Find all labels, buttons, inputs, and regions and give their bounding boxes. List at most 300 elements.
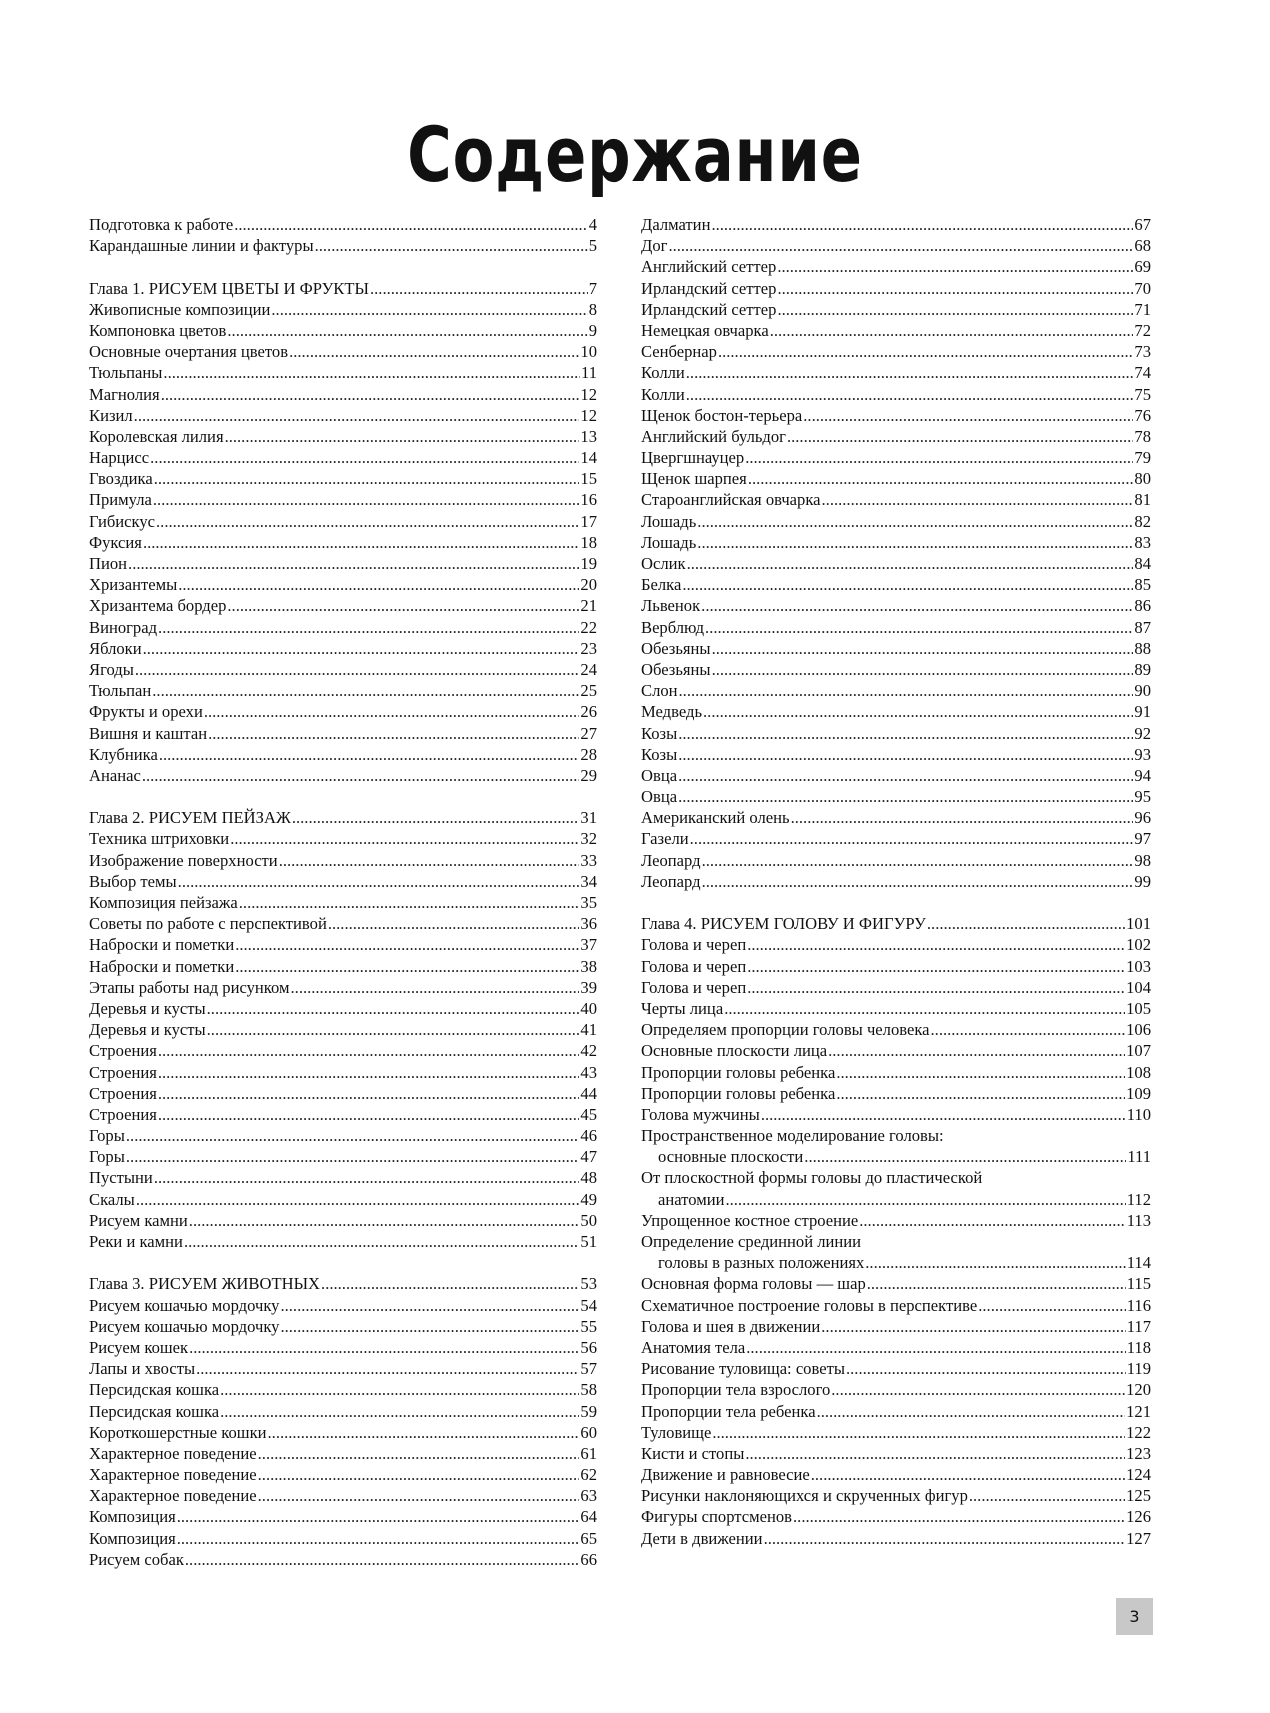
toc-entry-title: Деревья и кусты (89, 1020, 206, 1040)
toc-entry[interactable] (89, 1083, 597, 1104)
toc-entry[interactable] (641, 850, 1151, 871)
toc-entry-title: Характерное поведение (89, 1486, 257, 1506)
toc-entry-page: 56 (580, 1337, 597, 1357)
toc-entry[interactable] (641, 489, 1151, 510)
toc-entry[interactable] (641, 744, 1151, 765)
toc-entry[interactable] (89, 1443, 597, 1464)
toc-entry-title: Композиция (89, 1528, 176, 1548)
toc-entry-title: Глава 4. РИСУЕМ ГОЛОВУ И ФИГУРУ (641, 914, 926, 934)
toc-entry-page: 59 (580, 1401, 597, 1421)
toc-entry[interactable] (641, 659, 1151, 680)
toc-leader-dots (292, 807, 580, 828)
toc-entry[interactable] (641, 511, 1151, 532)
toc-leader-dots (161, 384, 580, 405)
toc-entry-page: 54 (580, 1295, 597, 1315)
toc-entry-page: 63 (580, 1486, 597, 1506)
toc-entry[interactable] (641, 447, 1151, 468)
toc-leader-dots (859, 1210, 1125, 1231)
toc-entry[interactable] (641, 680, 1151, 701)
toc-entry[interactable] (641, 1231, 1151, 1252)
toc-entry-page: 48 (580, 1168, 597, 1188)
toc-entry-title: Горы (89, 1126, 125, 1146)
toc-entry-page: 25 (580, 681, 597, 701)
toc-leader-dots (208, 723, 579, 744)
toc-entry-page: 115 (1126, 1274, 1151, 1294)
toc-leader-dots (745, 447, 1133, 468)
toc-entry-page: 64 (580, 1507, 597, 1527)
toc-leader-dots (678, 723, 1133, 744)
toc-leader-dots (777, 278, 1133, 299)
toc-entry[interactable] (89, 765, 597, 786)
toc-entry[interactable] (641, 1506, 1151, 1527)
toc-entry[interactable] (641, 723, 1151, 744)
toc-leader-dots (158, 1040, 580, 1061)
toc-entry-title: Цвергшнауцер (641, 448, 745, 468)
toc-entry[interactable] (641, 256, 1151, 277)
toc-leader-dots (185, 1549, 580, 1570)
toc-entry[interactable] (641, 553, 1151, 574)
toc-entry[interactable] (89, 934, 597, 955)
toc-leader-dots (135, 659, 580, 680)
toc-entry[interactable] (641, 1083, 1151, 1104)
toc-entry[interactable] (89, 235, 597, 256)
toc-entry[interactable] (641, 278, 1151, 299)
toc-leader-dots (143, 532, 579, 553)
toc-entry[interactable] (89, 574, 597, 595)
toc-entry-page: 88 (1134, 638, 1151, 658)
toc-entry[interactable] (641, 1104, 1151, 1125)
toc-leader-dots (828, 1040, 1125, 1061)
toc-entry[interactable] (641, 1167, 1151, 1188)
toc-leader-dots (701, 595, 1133, 616)
toc-leader-dots (682, 574, 1133, 595)
toc-entry-title: Газели (641, 829, 689, 849)
toc-entry[interactable] (89, 405, 597, 426)
toc-entry-page: 110 (1126, 1104, 1151, 1124)
toc-gap (89, 1252, 597, 1273)
toc-entry-title: Лапы и хвосты (89, 1359, 196, 1379)
toc-leader-dots (931, 1019, 1126, 1040)
toc-entry[interactable] (89, 1337, 597, 1358)
toc-entry-page: 105 (1126, 998, 1151, 1018)
toc-entry-page: 73 (1134, 342, 1151, 362)
toc-leader-dots (793, 1506, 1125, 1527)
toc-leader-dots (154, 1167, 580, 1188)
toc-entry-page: 4 (588, 215, 597, 234)
toc-entry[interactable] (641, 1316, 1151, 1337)
toc-entry[interactable] (89, 1485, 597, 1506)
toc-entry-page: 84 (1134, 554, 1151, 573)
toc-entry[interactable] (89, 701, 597, 722)
toc-entry-title: Хризантема бордер (89, 596, 227, 616)
toc-entry-page: 29 (580, 765, 597, 785)
toc-entry[interactable] (89, 362, 597, 383)
toc-entry[interactable] (89, 1464, 597, 1485)
toc-entry[interactable] (641, 532, 1151, 553)
toc-entry[interactable] (641, 595, 1151, 616)
toc-entry[interactable] (641, 1146, 1151, 1167)
toc-entry[interactable] (89, 299, 597, 320)
toc-leader-dots (817, 1401, 1126, 1422)
toc-leader-dots (831, 1379, 1125, 1400)
toc-entry-page: 102 (1126, 935, 1151, 955)
toc-entry[interactable] (89, 956, 597, 977)
toc-entry[interactable] (89, 1167, 597, 1188)
toc-entry[interactable] (89, 278, 597, 299)
toc-entry[interactable] (641, 1295, 1151, 1316)
toc-entry-page: 111 (1127, 1147, 1151, 1167)
toc-entry-title: Белка (641, 575, 682, 595)
toc-entry[interactable] (641, 1358, 1151, 1379)
toc-entry-title: Советы по работе с перспективой (89, 914, 327, 934)
toc-entry[interactable] (89, 1422, 597, 1443)
toc-entry-page: 79 (1134, 448, 1151, 468)
toc-leader-dots (836, 1062, 1125, 1083)
toc-entry[interactable] (641, 998, 1151, 1019)
toc-leader-dots (280, 1316, 579, 1337)
toc-entry-page: 41 (580, 1020, 597, 1040)
toc-leader-dots (745, 1443, 1125, 1464)
toc-entry-title: Строения (89, 1083, 157, 1103)
toc-entry-title: Рисуем кошачью мордочку (89, 1295, 280, 1315)
toc-entry[interactable] (89, 1506, 597, 1527)
toc-entry[interactable] (89, 1104, 597, 1125)
toc-entry-title: Тюльпаны (89, 363, 163, 383)
toc-leader-dots (258, 1443, 580, 1464)
toc-entry[interactable] (89, 511, 597, 532)
toc-entry-title: Голова мужчины (641, 1104, 760, 1124)
toc-leader-dots (204, 701, 580, 722)
toc-entry[interactable] (89, 680, 597, 701)
toc-entry-title: Схематичное построение головы в перспективе (641, 1295, 978, 1315)
toc-entry[interactable] (641, 1273, 1151, 1294)
toc-entry-title: Черты лица (641, 998, 724, 1018)
toc-entry-title: Овца (641, 765, 678, 785)
toc-entry-title: Анатомия тела (641, 1337, 746, 1357)
toc-entry-page: 55 (580, 1316, 597, 1336)
toc-gap (89, 256, 597, 277)
toc-entry[interactable] (89, 341, 597, 362)
toc-entry-page: 20 (580, 575, 597, 595)
toc-entry[interactable] (641, 405, 1151, 426)
toc-leader-dots (370, 278, 588, 299)
toc-entry[interactable] (641, 1337, 1151, 1358)
toc-entry-title: Горы (89, 1147, 125, 1167)
toc-entry[interactable] (89, 1146, 597, 1167)
toc-entry-page: 26 (580, 702, 597, 722)
toc-leader-dots (969, 1485, 1125, 1506)
toc-entry-title: Персидская кошка (89, 1380, 220, 1400)
toc-entry[interactable] (89, 638, 597, 659)
toc-entry-page: 112 (1126, 1189, 1151, 1209)
toc-leader-dots (268, 1422, 580, 1443)
toc-leader-dots (678, 765, 1133, 786)
toc-entry-title: Глава 1. РИСУЕМ ЦВЕТЫ И ФРУКТЫ (89, 278, 369, 298)
toc-entry[interactable] (641, 214, 1151, 235)
toc-entry[interactable] (641, 1485, 1151, 1506)
toc-entry[interactable] (89, 447, 597, 468)
toc-entry-title: Рисуем кошек (89, 1337, 189, 1357)
toc-entry-title: Английский бульдог (641, 426, 786, 446)
toc-leader-dots (804, 1146, 1126, 1167)
toc-entry[interactable] (641, 468, 1151, 489)
toc-entry-page: 119 (1126, 1359, 1151, 1379)
toc-entry-title: Фигуры спортсменов (641, 1507, 793, 1527)
toc-entry-title: Леопард (641, 871, 701, 891)
toc-entry-page: 122 (1126, 1422, 1151, 1442)
toc-entry-title: Медведь (641, 702, 703, 722)
toc-entry[interactable] (641, 701, 1151, 722)
toc-entry-title: Пространственное моделирование головы: (641, 1126, 944, 1146)
toc-entry[interactable] (641, 235, 1151, 256)
toc-entry[interactable] (89, 1295, 597, 1316)
toc-entry[interactable] (89, 1125, 597, 1146)
toc-entry-page: 71 (1134, 299, 1151, 319)
toc-entry[interactable] (89, 1189, 597, 1210)
toc-entry[interactable] (641, 426, 1151, 447)
toc-entry[interactable] (89, 807, 597, 828)
toc-entry-title: Композиция (89, 1507, 176, 1527)
toc-entry-title: Пион (89, 554, 128, 573)
toc-leader-dots (271, 299, 587, 320)
toc-entry[interactable] (89, 214, 597, 235)
toc-entry[interactable] (641, 1062, 1151, 1083)
toc-entry-page: 42 (580, 1041, 597, 1061)
toc-entry-page: 36 (580, 914, 597, 934)
toc-entry-title: Щенок бостон-терьера (641, 405, 803, 425)
toc-leader-dots (234, 214, 587, 235)
toc-leader-dots (239, 892, 580, 913)
toc-leader-dots (746, 1337, 1125, 1358)
toc-leader-dots (978, 1295, 1125, 1316)
toc-entry[interactable] (89, 998, 597, 1019)
toc-entry[interactable] (641, 1189, 1151, 1210)
toc-leader-dots (846, 1358, 1126, 1379)
toc-entry[interactable] (89, 1231, 597, 1252)
toc-entry[interactable] (89, 723, 597, 744)
toc-entry-title: Сенбернар (641, 342, 717, 362)
toc-entry[interactable] (89, 1549, 597, 1570)
toc-entry[interactable] (89, 532, 597, 553)
toc-entry[interactable] (89, 977, 597, 998)
toc-column-right (641, 214, 1151, 1549)
toc-entry-page: 12 (580, 405, 597, 425)
toc-entry-title: Туловище (641, 1422, 712, 1442)
toc-entry[interactable] (89, 659, 597, 680)
toc-leader-dots (747, 934, 1125, 955)
toc-entry-title: Упрощенное костное строение (641, 1210, 859, 1230)
toc-entry-page: 66 (580, 1549, 597, 1569)
toc-entry-title: Рисуем собак (89, 1549, 184, 1569)
toc-entry[interactable] (89, 1316, 597, 1337)
toc-entry[interactable] (89, 595, 597, 616)
toc-entry[interactable] (89, 1040, 597, 1061)
toc-leader-dots (836, 1083, 1125, 1104)
toc-entry[interactable] (641, 1422, 1151, 1443)
toc-entry-title: Строения (89, 1104, 157, 1124)
toc-entry[interactable] (641, 828, 1151, 849)
toc-entry[interactable] (641, 617, 1151, 638)
toc-entry[interactable] (641, 1401, 1151, 1422)
toc-leader-dots (711, 214, 1133, 235)
toc-leader-dots (712, 1422, 1125, 1443)
toc-entry-title: Леопард (641, 850, 701, 870)
toc-entry[interactable] (641, 1252, 1151, 1273)
toc-entry-page: 123 (1126, 1443, 1151, 1463)
toc-entry-title: Наброски и пометки (89, 956, 235, 976)
toc-leader-dots (235, 956, 579, 977)
toc-leader-dots (158, 617, 579, 638)
toc-entry[interactable] (641, 977, 1151, 998)
toc-entry-page: 23 (580, 638, 597, 658)
toc-entry-page: 81 (1134, 490, 1151, 510)
toc-entry-page: 49 (580, 1189, 597, 1209)
toc-entry-title: Основные плоскости лица (641, 1041, 828, 1061)
toc-entry-page: 93 (1134, 744, 1151, 764)
toc-entry[interactable] (641, 320, 1151, 341)
toc-leader-dots (865, 1252, 1125, 1273)
toc-entry[interactable] (641, 765, 1151, 786)
toc-entry[interactable] (89, 1358, 597, 1379)
toc-leader-dots (143, 638, 580, 659)
toc-entry[interactable] (89, 468, 597, 489)
toc-entry-page: 44 (580, 1083, 597, 1103)
toc-entry[interactable] (89, 320, 597, 341)
toc-entry[interactable] (641, 1464, 1151, 1485)
toc-leader-dots (777, 256, 1133, 277)
toc-entry[interactable] (89, 1528, 597, 1549)
toc-entry-page: 67 (1134, 215, 1151, 234)
toc-entry-page: 14 (580, 448, 597, 468)
toc-leader-dots (867, 1273, 1126, 1294)
toc-entry-page: 19 (580, 554, 597, 573)
toc-entry[interactable] (89, 426, 597, 447)
toc-entry[interactable] (89, 850, 597, 871)
toc-entry-title: Пропорции головы ребенка (641, 1083, 836, 1103)
toc-entry-page: 94 (1134, 765, 1151, 785)
toc-leader-dots (258, 1464, 580, 1485)
toc-leader-dots (747, 956, 1125, 977)
toc-entry[interactable] (641, 1019, 1151, 1040)
toc-entry-title: Колли (641, 363, 685, 383)
toc-entry-page: 16 (580, 490, 597, 510)
toc-leader-dots (235, 934, 579, 955)
toc-entry[interactable] (89, 828, 597, 849)
toc-leader-dots (258, 1485, 580, 1506)
toc-entry-page: 75 (1134, 384, 1151, 404)
toc-entry-title: Основные очертания цветов (89, 342, 289, 362)
toc-entry-title: Ягоды (89, 659, 134, 679)
toc-entry[interactable] (89, 384, 597, 405)
toc-leader-dots (153, 489, 580, 510)
toc-entry-page: 17 (580, 511, 597, 531)
toc-entry[interactable] (641, 786, 1151, 807)
toc-entry[interactable] (641, 956, 1151, 977)
toc-entry[interactable] (89, 1401, 597, 1422)
toc-entry[interactable] (641, 1379, 1151, 1400)
toc-entry[interactable] (641, 1040, 1151, 1061)
toc-entry[interactable] (89, 553, 597, 574)
toc-entry[interactable] (641, 1528, 1151, 1549)
toc-entry[interactable] (89, 1379, 597, 1400)
toc-leader-dots (126, 1125, 580, 1146)
toc-leader-dots (761, 1104, 1126, 1125)
toc-entry-page: 78 (1134, 426, 1151, 446)
toc-entry[interactable] (89, 892, 597, 913)
toc-leader-dots (150, 447, 579, 468)
toc-entry[interactable] (641, 1125, 1151, 1146)
toc-entry-title: Ананас (89, 765, 141, 785)
toc-entry[interactable] (89, 913, 597, 934)
toc-leader-dots (770, 320, 1134, 341)
toc-entry[interactable] (641, 913, 1151, 934)
toc-entry[interactable] (89, 489, 597, 510)
toc-entry-title: Персидская кошка (89, 1401, 220, 1421)
toc-entry-page: 61 (580, 1443, 597, 1463)
toc-entry[interactable] (89, 1062, 597, 1083)
toc-entry[interactable] (89, 617, 597, 638)
toc-column-left (89, 214, 597, 1570)
toc-entry[interactable] (641, 1443, 1151, 1464)
toc-entry-page: 40 (580, 998, 597, 1018)
toc-leader-dots (289, 341, 579, 362)
toc-entry-title: Козы (641, 744, 678, 764)
toc-entry[interactable] (641, 807, 1151, 828)
toc-entry-page: 50 (580, 1210, 597, 1230)
toc-entry-title: Определение срединной линии (641, 1232, 862, 1251)
toc-entry[interactable] (89, 1019, 597, 1040)
toc-leader-dots (748, 468, 1134, 489)
toc-entry[interactable] (641, 362, 1151, 383)
toc-entry-title: Гвоздика (89, 469, 153, 489)
toc-entry[interactable] (641, 574, 1151, 595)
toc-entry-page: 45 (580, 1104, 597, 1124)
toc-entry-title: головы в разных положениях (658, 1253, 865, 1273)
toc-entry-title: Голова и череп (641, 956, 747, 976)
toc-entry-page: 103 (1126, 956, 1151, 976)
toc-leader-dots (156, 511, 579, 532)
toc-entry-title: основные плоскости (658, 1147, 804, 1167)
toc-leader-dots (184, 1231, 579, 1252)
toc-entry[interactable] (641, 299, 1151, 320)
toc-entry[interactable] (89, 1273, 597, 1294)
toc-entry-title: От плоскостной формы головы до пластической (641, 1168, 983, 1188)
toc-entry[interactable] (89, 871, 597, 892)
toc-leader-dots (690, 828, 1134, 849)
toc-leader-dots (291, 977, 580, 998)
toc-entry-title: Примула (89, 490, 152, 510)
toc-leader-dots (321, 1273, 579, 1294)
toc-entry-page: 24 (580, 659, 597, 679)
toc-entry-title: Староанглийская овчарка (641, 490, 821, 510)
toc-entry-page: 65 (580, 1528, 597, 1548)
toc-entry[interactable] (89, 1210, 597, 1231)
toc-leader-dots (227, 320, 587, 341)
toc-entry[interactable] (641, 1210, 1151, 1231)
toc-entry-page: 117 (1126, 1316, 1151, 1336)
toc-entry[interactable] (641, 341, 1151, 362)
toc-entry[interactable] (641, 384, 1151, 405)
toc-entry[interactable] (89, 744, 597, 765)
toc-leader-dots (177, 1528, 580, 1549)
toc-entry-title: Обезьяны (641, 659, 711, 679)
toc-entry-page: 90 (1134, 681, 1151, 701)
toc-entry-title: Подготовка к работе (89, 215, 234, 234)
toc-entry[interactable] (641, 871, 1151, 892)
toc-entry[interactable] (641, 934, 1151, 955)
toc-entry-page: 83 (1134, 532, 1151, 552)
toc-entry[interactable] (641, 638, 1151, 659)
